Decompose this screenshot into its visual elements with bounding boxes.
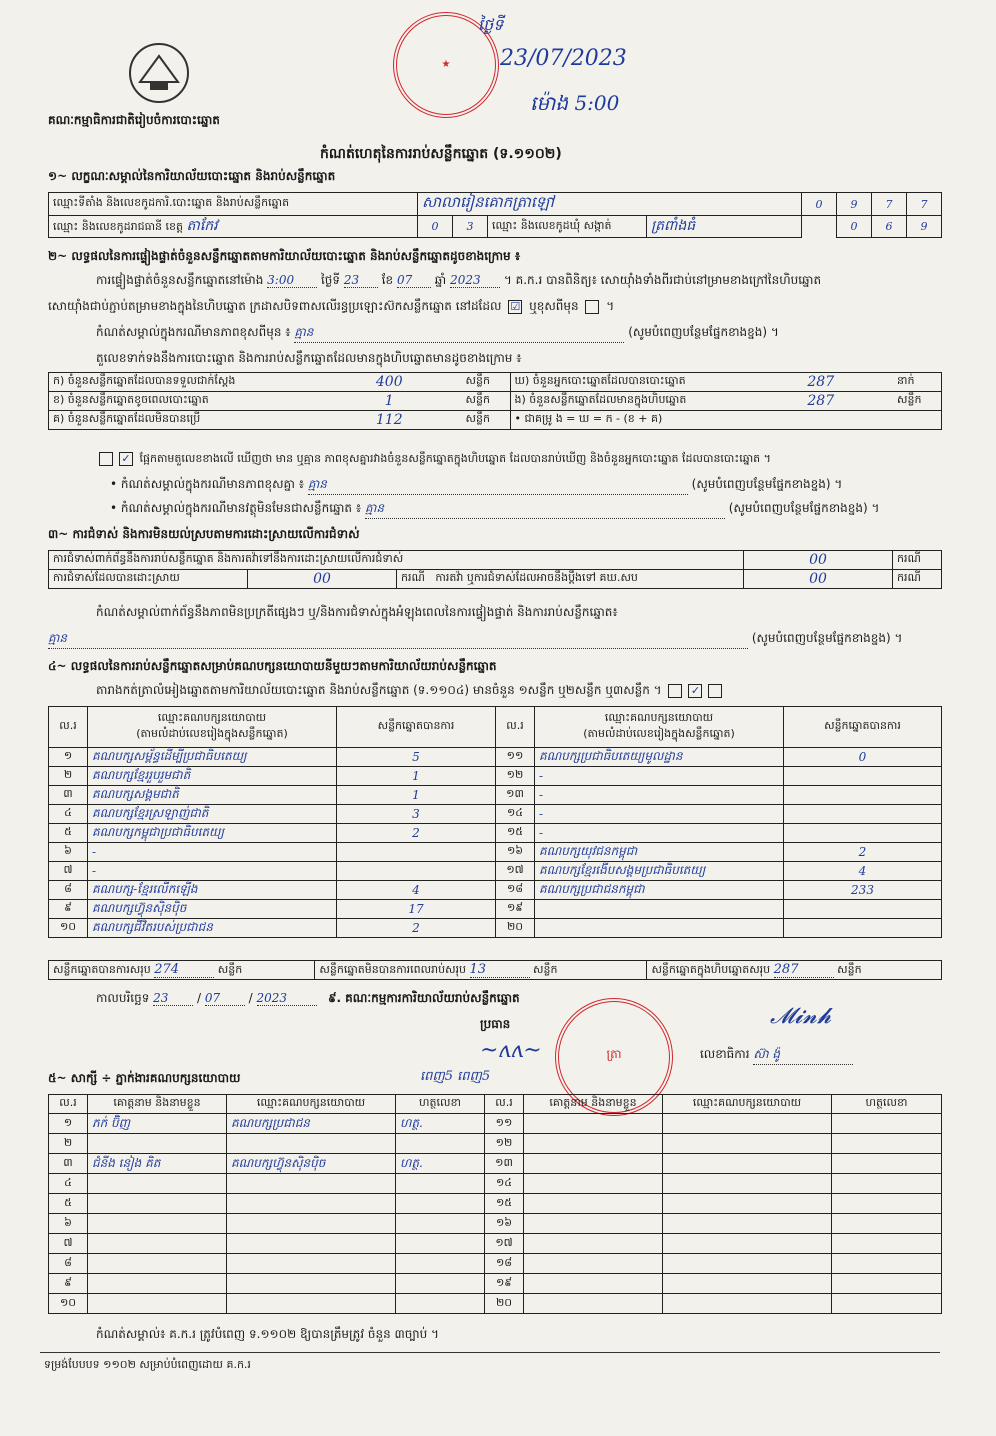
results-table: ល.រ ឈ្មោះគណបក្សនយោបាយ (តាមលំដាប់លេខរៀងក្នុងសន្លឹកឆ្នោត) សន្លឹកឆ្នោតបានការ ល.រ ឈ្មោះគណបក្សនយោបាយ (តាមលំដាប់លេខរៀងក្នុងសន្លឹកឆ្នោត) សន្លឹកឆ្នោតបានការ ១ គណបក្សសម្ព័ន្ធដើម្បីប្រជាធិបតេយ្យ 5 ១១ គណបក្សប្រជាធិបតេយ្យមូលដ្ឋាន 0 ២ គណបក្សខ្មែររួបរួមជាតិ 1 ១២ - ៣ គណបក្សសង្គមជាតិ 1 ១៣ - ៤ គណបក្សខ្មែរស្រឡាញ់ជាតិ 3 ១៤ - ៥ គណបក្សកម្ពុជាប្រជាធិបតេយ្យ 2 ១៥ - ៦ - ១៦ គណបក្សយុវជនកម្ពុជា 2 ៧ - ១៧ គណបក្សខ្មែរងើបសង្គមប្រជាធិបតេយ្យ 4 ៨ គណបក្ស-ខ្មែរលើកឡើង 4 ១៨ គណបក្សប្រជាជនកម្ពុជា 233 ៩ គណបក្សហ៊្វុនស៊ិនប៉ិច 17 ១៩ ១០ គណបក្សជីវិតរបស់ប្រជាជន 2 ២០	[48, 706, 942, 938]
resolved-count: 00	[248, 570, 397, 589]
witness-name	[524, 1274, 663, 1294]
witness-signature	[396, 1294, 485, 1314]
party-name: គណបក្សប្រជាជនកម្ពុជា	[535, 881, 784, 900]
witness-no: ៨	[49, 1254, 88, 1274]
party-no: ៩	[49, 900, 88, 919]
appeal-count: 00	[744, 570, 893, 589]
verify-line: ការផ្ទៀងផ្ទាត់ចំនួនសន្លឹកឆ្នោតនៅម៉ោង 3:00 ថ្ងៃទី 23 ខែ 07 ឆ្នាំ 2023 ។ គ.ក.រ បានពិនិត្យ៖ សោយ៉ាំងទាំងពីរជាប់នៅម្រាមខាងក្រៅនៃហិបឆ្នោត	[96, 273, 822, 287]
witness-note: ពេញ5 ពេញ5	[420, 1069, 491, 1084]
commission-name: គណៈកម្មាធិការជាតិរៀបចំការបោះឆ្នោត	[48, 113, 220, 127]
result-row	[49, 805, 942, 824]
witness-no: ៦	[49, 1214, 88, 1234]
witness-no: ១៥	[485, 1194, 524, 1214]
unused-ballots: 112	[317, 411, 462, 430]
figure-row-a: ក) ចំនួនសន្លឹកឆ្នោតដែលបានទទួលជាក់ស្តែង 400 សន្លឹក ឃ) ចំនួនអ្នកបោះឆ្នោតដែលបានបោះឆ្នោត 287 នាក់	[49, 373, 942, 392]
witness-name	[524, 1194, 663, 1214]
party-no: ៦	[49, 843, 88, 862]
party-name: គណបក្សហ៊្វុនស៊ិនប៉ិច	[88, 900, 337, 919]
witness-name	[524, 1154, 663, 1174]
witness-no: ៣	[49, 1154, 88, 1174]
witness-no: ១៨	[485, 1254, 524, 1274]
party-votes	[784, 805, 942, 824]
result-row	[49, 767, 942, 786]
totals-table: សន្លឹកឆ្នោតបានការសរុប 274 សន្លឹក សន្លឹកឆ្នោតមិនបានការពេលរាប់សរុប 13 សន្លឹក សន្លឹកឆ្នោតក្នុងហិបឆ្នោតសរុប 287 សន្លឹក	[48, 960, 942, 980]
witness-row	[49, 1214, 942, 1234]
diff-statement: ✓ ផ្អែកតាមតួលេខខាងលើ ឃើញថា មាន ឬគ្មាន ភាពខុសគ្នារវាងចំនួនសន្លឹកឆ្នោតក្នុងហិបឆ្នោត ដែលបានរាប់ឃើញ និងចំនួនអ្នកបោះឆ្នោត ដែលបានបោះឆ្នោត ។	[96, 452, 771, 468]
witness-name	[524, 1234, 663, 1254]
office-value: សាលារៀនគោកត្រាឡៅ	[418, 193, 802, 216]
secretary-signature: 𝓜𝓲𝓷𝓱	[770, 1004, 832, 1029]
witness-party	[663, 1274, 832, 1294]
witness-name	[88, 1174, 227, 1194]
same-checkbox[interactable]: ☑	[508, 300, 522, 314]
party-name: -	[88, 843, 337, 862]
party-no: ១៦	[496, 843, 535, 862]
figure-row-b: ខ) ចំនួនសន្លឹកឆ្នោតខូចពេលបោះឆ្នោត 1 សន្លឹក ង) ចំនួនសន្លឹកឆ្នោតដែលមានក្នុងហិបឆ្នោត 287 សន្លឹក	[49, 392, 942, 411]
result-row	[49, 881, 942, 900]
witness-signature	[832, 1174, 942, 1194]
witness-no: ១៧	[485, 1234, 524, 1254]
witness-party	[227, 1214, 396, 1234]
party-name: គណបក្សខ្មែរងើបសង្គមប្រជាធិបតេយ្យ	[535, 862, 784, 881]
witness-row	[49, 1194, 942, 1214]
party-name: -	[535, 805, 784, 824]
party-name: -	[88, 862, 337, 881]
witness-signature	[396, 1134, 485, 1154]
party-votes	[784, 900, 942, 919]
witness-no: ៩	[49, 1274, 88, 1294]
received-date: 23/07/2023	[500, 46, 627, 71]
witness-name	[524, 1134, 663, 1154]
province-label: ឈ្មោះ និងលេខកូដរាជធានី ខេត្ត	[53, 220, 183, 233]
witness-party	[227, 1254, 396, 1274]
result-row	[49, 748, 942, 767]
witness-name	[524, 1174, 663, 1194]
spoiled-ballots: 1	[317, 392, 462, 411]
witness-no: ១០	[49, 1294, 88, 1314]
witness-party	[663, 1214, 832, 1234]
ballots-in-box: 287	[749, 392, 894, 411]
party-name: គណបក្សជីវិតរបស់ប្រជាជន	[88, 919, 337, 938]
result-row	[49, 843, 942, 862]
party-votes	[337, 862, 496, 881]
section4-title: ៤~ លទ្ធផលនៃការរាប់សន្លឹកឆ្នោតសម្រាប់គណបក្សនយោបាយនីមួយៗតាមការិយាល័យរាប់សន្លឹកឆ្នោត	[48, 659, 497, 673]
witness-party: គណបក្សហ៊្វុនស៊ិនប៉ិច	[227, 1154, 396, 1174]
chair-signature: ~ʌʌ~	[480, 1038, 542, 1063]
formula: • ជាគម្រូ ង = ឃ = ក - (ខ + គ)	[510, 411, 942, 430]
witness-signature	[396, 1194, 485, 1214]
party-votes: 2	[784, 843, 942, 862]
party-no: ១៤	[496, 805, 535, 824]
witness-signature	[396, 1214, 485, 1234]
party-no: ១៧	[496, 862, 535, 881]
party-name: គណបក្សយុវជនកម្ពុជា	[535, 843, 784, 862]
verify-time: 3:00	[267, 273, 317, 288]
witness-name	[88, 1214, 227, 1234]
witness-name: ជំនីង នៀង គិត	[88, 1154, 227, 1174]
figures-intro: តួលេខទាក់ទងនឹងការបោះឆ្នោត និងការរាប់សន្លឹកឆ្នោតដែលមានក្នុងហិបឆ្នោតមានដូចខាងក្រោម ៖	[96, 351, 522, 365]
party-no: ៧	[49, 862, 88, 881]
object-bullet: • កំណត់សម្គាល់ក្នុងករណីមានវត្ថុមិនមែនជាសន្លឹកឆ្នោត ៖ គ្មាន (សូមបំពេញបន្ថែមផ្នែកខាងខ្នង) ។	[110, 500, 879, 519]
party-no: ២០	[496, 919, 535, 938]
footer-rule	[40, 1352, 940, 1353]
nec-emblem	[128, 42, 190, 104]
party-no: ៣	[49, 786, 88, 805]
witness-row	[49, 1134, 942, 1154]
party-no: ៥	[49, 824, 88, 843]
witness-row	[49, 1294, 942, 1314]
party-votes	[784, 824, 942, 843]
received-time: ម៉ោង 5:00	[530, 91, 620, 115]
party-votes: 3	[337, 805, 496, 824]
witness-party	[227, 1134, 396, 1154]
witness-signature	[396, 1174, 485, 1194]
party-no: ១៩	[496, 900, 535, 919]
different-checkbox[interactable]	[585, 300, 599, 314]
witness-party	[663, 1234, 832, 1254]
party-votes: 2	[337, 919, 496, 938]
witness-name	[88, 1234, 227, 1254]
section1-table	[48, 192, 942, 238]
witness-signature	[832, 1254, 942, 1274]
party-name: គណបក្សខ្មែរស្រឡាញ់ជាតិ	[88, 805, 337, 824]
party-votes: 1	[337, 767, 496, 786]
witness-signature	[832, 1154, 942, 1174]
witness-no: ៤	[49, 1174, 88, 1194]
witness-signature	[832, 1234, 942, 1254]
date-line: កាលបរិច្ឆេទ 23 / 07 / 2023 ៩. គណៈកម្មការការិយាល័យរាប់សន្លឹកឆ្នោត	[96, 991, 520, 1005]
witness-no: ២	[49, 1134, 88, 1154]
witness-no: ១៤	[485, 1174, 524, 1194]
party-no: ១៣	[496, 786, 535, 805]
witness-table: ល.រ គោត្តនាម និងនាមខ្លួន ឈ្មោះគណបក្សនយោបាយ ហត្ថលេខា ល.រ គោត្តនាម និងនាមខ្លួន ឈ្មោះគណបក្សនយោបាយ ហត្ថលេខា ១ ភក់ ប៊ិញ គណបក្សប្រជាជន ហត្ថ. ១១ ២ ១២ ៣ ជំនីង នៀង គិត គណបក្សហ៊្វុនស៊ិនប៉ិច ហត្ថ. ១៣ ៤ ១៤ ៥ ១៥ ៦ ១៦ ៧ ១៧ ៨ ១៨ ៩ ១៩ ១០ ២០	[48, 1094, 942, 1314]
result-row	[49, 862, 942, 881]
witness-party	[663, 1194, 832, 1214]
office-code-4: 7	[907, 193, 942, 216]
witness-party	[663, 1254, 832, 1274]
witness-signature	[832, 1194, 942, 1214]
party-name: គណបក្សខ្មែររួបរួមជាតិ	[88, 767, 337, 786]
witness-row	[49, 1154, 942, 1174]
witness-no: ៥	[49, 1194, 88, 1214]
party-name: គណបក្សកម្ពុជាប្រជាធិបតេយ្យ	[88, 824, 337, 843]
party-votes: 2	[337, 824, 496, 843]
witness-no: ១២	[485, 1134, 524, 1154]
witness-no: ៧	[49, 1234, 88, 1254]
verify-month: 07	[397, 273, 431, 288]
box-total: 287	[774, 962, 834, 978]
witness-party	[663, 1294, 832, 1314]
witness-signature	[396, 1254, 485, 1274]
irregularity-line: គ្មាន (សូមបំពេញបន្ថែមផ្នែកខាងខ្នង) ។	[48, 630, 902, 649]
witness-name	[88, 1254, 227, 1274]
party-votes: 4	[784, 862, 942, 881]
party-no: ៨	[49, 881, 88, 900]
verify-day: 23	[344, 273, 378, 288]
witness-name: ភក់ ប៊ិញ	[88, 1114, 227, 1134]
party-no: ១២	[496, 767, 535, 786]
secretary-line: លេខាធិការ ស៊ា ង៉ូ	[700, 1046, 853, 1065]
complaints-count: 00	[744, 551, 893, 570]
witness-name	[524, 1294, 663, 1314]
figures-table	[48, 372, 942, 430]
party-votes: 5	[337, 748, 496, 767]
witness-party	[227, 1274, 396, 1294]
party-no: ៤	[49, 805, 88, 824]
witness-row	[49, 1274, 942, 1294]
figure-row-c: គ) ចំនួនសន្លឹកឆ្នោតដែលមិនបានប្រើ 112 សន្លឹក • ជាគម្រូ ង = ឃ = ក - (ខ + គ)	[49, 411, 942, 430]
party-name	[535, 900, 784, 919]
witness-name	[524, 1114, 663, 1134]
party-no: ១	[49, 748, 88, 767]
form-title: កំណត់ហេតុនៃការរាប់សន្លឹកឆ្នោត (ទ.១១០២)	[320, 146, 562, 162]
party-name: -	[535, 786, 784, 805]
verify-year: 2023	[450, 273, 500, 288]
witness-row	[49, 1254, 942, 1274]
province-code-1: 0	[418, 216, 453, 238]
witness-row	[49, 1114, 942, 1134]
irregularity-note: កំណត់សម្គាល់ពាក់ព័ន្ធនឹងភាពមិនប្រក្រតីផ្សេងៗ ឬ/និងការជំទាស់ក្នុងអំឡុងពេលនៃការផ្ទៀងផ្ទាត់ និងការរាប់សន្លឹកឆ្នោត៖	[96, 605, 618, 619]
complaints-table: ការជំទាស់ពាក់ព័ន្ធនឹងការរាប់សន្លឹកឆ្នោត និងការតវ៉ាទៅនឹងការដោះស្រាយលើការជំទាស់ 00 ករណី ការជំទាស់ដែលបានដោះស្រាយ 00 ករណី ការតវ៉ា ឬការជំទាស់ដែលអាចនឹងប្តឹងទៅ គឃ.សប 00 ករណី	[48, 550, 942, 589]
witness-name	[88, 1134, 227, 1154]
witness-no: ១	[49, 1114, 88, 1134]
witness-party	[663, 1134, 832, 1154]
party-votes: 233	[784, 881, 942, 900]
office-code-3: 7	[872, 193, 907, 216]
party-name: គណបក្សសម្ព័ន្ធដើម្បីប្រជាធិបតេយ្យ	[88, 748, 337, 767]
seal-line: សោយ៉ាំងជាប់ភ្ជាប់តម្រាមខាងក្នុងនៃហិបឆ្នោត ក្រដាសបិទពាសលើរន្ធប្រឡោះស៊កសន្លឹកឆ្នោត នៅដដែល ☑ ឬខុសពីមុន ។	[48, 299, 615, 313]
party-name: គណបក្ស-ខ្មែរលើកឡើង	[88, 881, 337, 900]
witness-signature	[832, 1294, 942, 1314]
received-day-label: ថ្ងៃទី	[478, 15, 504, 34]
received-stamp: ★	[393, 12, 499, 118]
witness-no: ១៩	[485, 1274, 524, 1294]
result-row	[49, 824, 942, 843]
valid-total: 274	[154, 962, 214, 978]
party-name: -	[535, 767, 784, 786]
party-votes	[784, 786, 942, 805]
witness-party	[227, 1234, 396, 1254]
witness-name	[88, 1194, 227, 1214]
result-row	[49, 900, 942, 919]
chair-label: ប្រធាន	[480, 1017, 511, 1031]
form-footer: ទម្រង់បែបបទ ១១០២ សម្រាប់បំពេញដោយ គ.ក.រ	[44, 1358, 251, 1371]
office-label: ឈ្មោះទីតាំង និងលេខកូដការិ.បោះឆ្នោត និងរាប់សន្លឹកឆ្នោត	[49, 193, 418, 216]
witness-party	[227, 1294, 396, 1314]
commune-code-3: 9	[907, 216, 942, 238]
witness-name	[524, 1254, 663, 1274]
party-name: គណបក្សសង្គមជាតិ	[88, 786, 337, 805]
section5-title: ៥~ សាក្សី ÷ ភ្នាក់ងារគណបក្សនយោបាយ	[48, 1071, 241, 1085]
witness-signature	[832, 1214, 942, 1234]
witness-no: ១៦	[485, 1214, 524, 1234]
copies-note: កំណត់សម្គាល់៖ គ.ក.រ ត្រូវបំពេញ ទ.១១០២ ឱ្យបានត្រឹមត្រូវ ចំនួន ៣ច្បាប់ ។	[96, 1327, 439, 1341]
witness-party	[663, 1114, 832, 1134]
party-votes	[784, 767, 942, 786]
commune-label: ឈ្មោះ និងលេខកូដឃុំ សង្កាត់	[488, 216, 647, 238]
diff-bullet: • កំណត់សម្គាល់ក្នុងករណីមានភាពខុសគ្នា ៖ គ្មាន (សូមបំពេញបន្ថែមផ្នែកខាងខ្នង) ។	[110, 476, 842, 495]
result-row	[49, 786, 942, 805]
witness-name	[88, 1294, 227, 1314]
party-no: ១៨	[496, 881, 535, 900]
commune-value: ត្រពាំងធំ	[647, 216, 802, 238]
party-name: គណបក្សប្រជាធិបតេយ្យមូលដ្ឋាន	[535, 748, 784, 767]
party-no: ១០	[49, 919, 88, 938]
witness-no: ២០	[485, 1294, 524, 1314]
party-votes: 1	[337, 786, 496, 805]
party-votes: 4	[337, 881, 496, 900]
party-no: ១៥	[496, 824, 535, 843]
party-votes: 17	[337, 900, 496, 919]
witness-party	[663, 1154, 832, 1174]
diff-note-value: គ្មាន	[294, 324, 624, 343]
party-votes: 0	[784, 748, 942, 767]
witness-signature: ហត្ថ.	[396, 1154, 485, 1174]
witness-no: ១១	[485, 1114, 524, 1134]
witness-signature: ហត្ថ.	[396, 1114, 485, 1134]
witness-signature	[832, 1274, 942, 1294]
office-code-1: 0	[802, 193, 837, 216]
result-row	[49, 919, 942, 938]
witness-signature	[832, 1134, 942, 1154]
office-code-2: 9	[837, 193, 872, 216]
party-votes	[337, 843, 496, 862]
commune-code-2: 6	[872, 216, 907, 238]
witness-party: គណបក្សប្រជាជន	[227, 1114, 396, 1134]
party-no: ១១	[496, 748, 535, 767]
witness-signature	[396, 1234, 485, 1254]
witness-party	[227, 1174, 396, 1194]
party-votes	[784, 919, 942, 938]
received-ballots: 400	[317, 373, 462, 392]
witness-party	[663, 1174, 832, 1194]
witness-name	[88, 1274, 227, 1294]
section3-title: ៣~ ការជំទាស់ និងការមិនយល់ស្របតាមការដោះស្រាយលើការជំទាស់	[48, 527, 360, 541]
witness-row	[49, 1234, 942, 1254]
province-value: តាកែវ	[186, 218, 218, 234]
province-code-2: 3	[453, 216, 488, 238]
section2-title: ២~ លទ្ធផលនៃការផ្ទៀងផ្ទាត់ចំនួនសន្លឹកឆ្នោតតាមការិយាល័យបោះឆ្នោត និងរាប់សន្លឹកឆ្នោតដូចខាងក្រោម ៖	[48, 249, 521, 263]
witness-party	[227, 1194, 396, 1214]
invalid-total: 13	[470, 962, 530, 978]
voters-voted: 287	[749, 373, 894, 392]
witness-no: ១៣	[485, 1154, 524, 1174]
witness-signature	[832, 1114, 942, 1134]
commune-code-1: 0	[837, 216, 872, 238]
witness-row	[49, 1174, 942, 1194]
diff-note-line: កំណត់សម្គាល់ក្នុងករណីមានភាពខុសពីមុន ៖ គ្មាន (សូមបំពេញបន្ថែមផ្នែកខាងខ្នង) ។	[96, 324, 779, 343]
witness-name	[524, 1214, 663, 1234]
section1-title: ១~ លក្ខណៈសម្គាល់នៃការិយាល័យបោះឆ្នោត និងរាប់សន្លឹកឆ្នោត	[48, 169, 336, 183]
office-seal: ត្រា	[555, 998, 673, 1116]
tally-intro: តារាងកត់ត្រាលំអៀងឆ្នោតតាមការិយាល័យបោះឆ្នោត និងរាប់សន្លឹកឆ្នោត (ទ.១១០៤) មានចំនួន ១សន្លឹក ឬ២សន្លឹក ឬ៣សន្លឹក ។ ✓	[96, 682, 725, 700]
party-no: ២	[49, 767, 88, 786]
party-name: -	[535, 824, 784, 843]
witness-signature	[396, 1274, 485, 1294]
party-name	[535, 919, 784, 938]
